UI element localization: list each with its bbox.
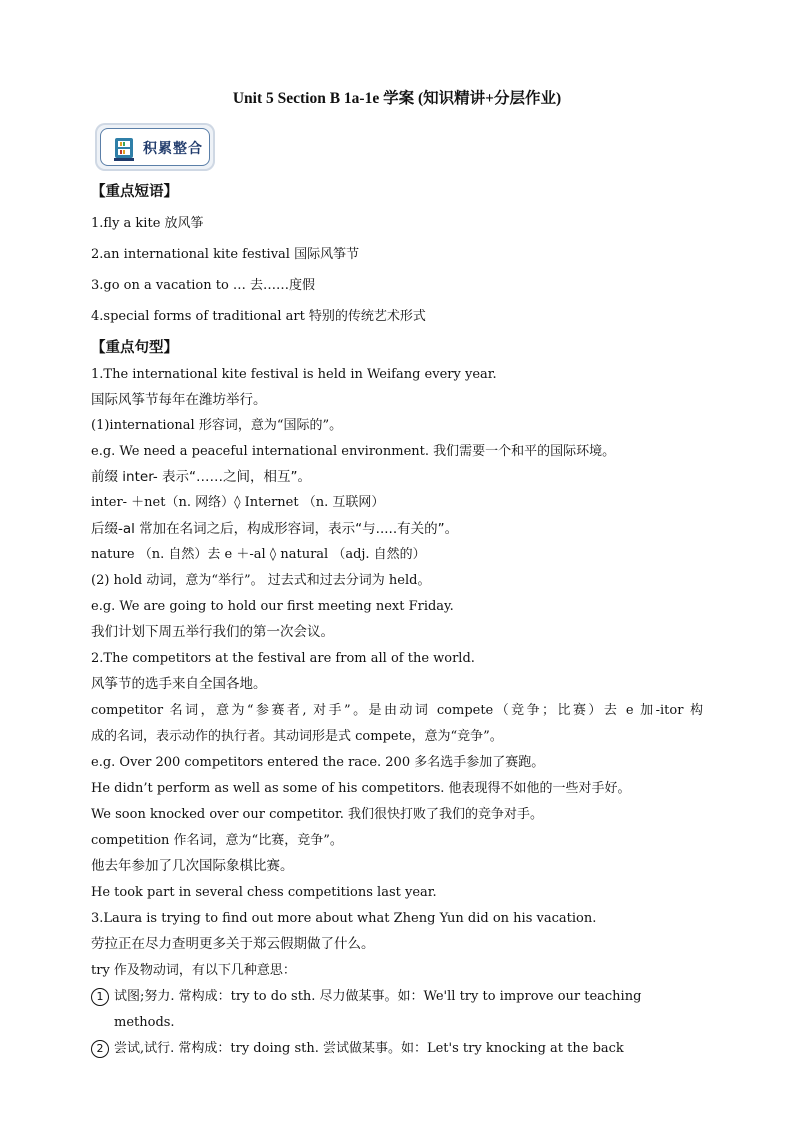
sentence-line: 我们计划下周五举行我们的第一次会议。	[91, 624, 334, 640]
phrase-item: 1.fly a kite 放风筝	[91, 216, 204, 231]
phrase-item: 3.go on a vacation to … 去……度假	[91, 278, 316, 293]
page-title: Unit 5 Section B 1a-1e 学案 (知识精讲+分层作业)	[232, 90, 562, 107]
sentence-line: 2.The competitors at the festival are from all of the world.	[91, 651, 475, 666]
sentence-line: (2) hold 动词，意为“举行”。 过去式和过去分词为 held。	[91, 573, 431, 588]
sentence-line: 劳拉正在尽力查明更多关于郑云假期做了什么。	[91, 936, 375, 952]
phrases-heading: 【重点短语】	[91, 184, 178, 200]
sentence-line: 1.The international kite festival is held in Weifang every year.	[91, 367, 497, 382]
section-badge-label: 积累整合	[143, 141, 203, 157]
try-item-continuation: methods.	[114, 1015, 175, 1030]
item-number-badge: 2	[91, 1040, 109, 1058]
sentence-line: 他去年参加了几次国际象棋比赛。	[91, 858, 294, 874]
sentence-line: 成的名词，表示动作的执行者。其动词形是式 compete，意为“竞争”。	[91, 729, 503, 744]
sentence-line: We soon knocked over our competitor. 我们很快打败了我们的竞争对手。	[91, 807, 544, 822]
sentence-line: competitor 名词，意为“参赛者, 对手”。是由动词 compete（竞争；比赛）去 e 加-itor 构	[91, 703, 703, 718]
sentence-line: nature （n. 自然）去 e ＋-al ◊ natural （adj. 自然的）	[91, 547, 426, 562]
sentence-line: 后缀-al 常加在名词之后，构成形容词，表示“与.....有关的”。	[91, 521, 459, 537]
book-shelf-icon	[113, 136, 135, 162]
sentence-line: He took part in several chess competitions last year.	[91, 885, 437, 900]
sentence-line: He didn’t perform as well as some of his competitors. 他表现得不如他的一些对手好。	[91, 781, 631, 796]
item-number-badge: 1	[91, 988, 109, 1006]
sentence-line: e.g. Over 200 competitors entered the race. 200 多名选手参加了赛跑。	[91, 755, 545, 770]
sentence-line: try 作及物动词，有以下几种意思：	[91, 963, 296, 978]
sentence-line: (1)international 形容词，意为“国际的”。	[91, 418, 343, 433]
sentence-line: 3.Laura is trying to find out more about what Zheng Yun did on his vacation.	[91, 911, 597, 926]
phrase-item: 2.an international kite festival 国际风筝节	[91, 247, 360, 262]
try-item-text: 尝试,试行. 常构成：try doing sth. 尝试做某事。如：Let's try knocking at the back	[114, 1041, 624, 1056]
sentence-line: inter- ＋net（n. 网络）◊ Internet （n. 互联网）	[91, 495, 385, 510]
sentence-line: 风筝节的选手来自全国各地。	[91, 676, 267, 692]
sentences-heading: 【重点句型】	[91, 340, 178, 356]
sentence-line: 国际风筝节每年在潍坊举行。	[91, 392, 267, 408]
section-badge	[95, 123, 215, 171]
section-badge-frame	[100, 128, 210, 166]
sentence-line: competition 作名词，意为“比赛，竞争”。	[91, 833, 343, 848]
sentence-line: 前缀 inter- 表示“……之间，相互”。	[91, 469, 312, 485]
try-item-text: 试图;努力. 常构成：try to do sth. 尽力做某事。如：We'll try to improve our teaching	[114, 989, 642, 1004]
sentence-line: e.g. We are going to hold our first meeting next Friday.	[91, 599, 454, 614]
phrase-item: 4.special forms of traditional art 特别的传统艺术形式	[91, 309, 426, 324]
sentence-line: e.g. We need a peaceful international environment. 我们需要一个和平的国际环境。	[91, 444, 616, 459]
